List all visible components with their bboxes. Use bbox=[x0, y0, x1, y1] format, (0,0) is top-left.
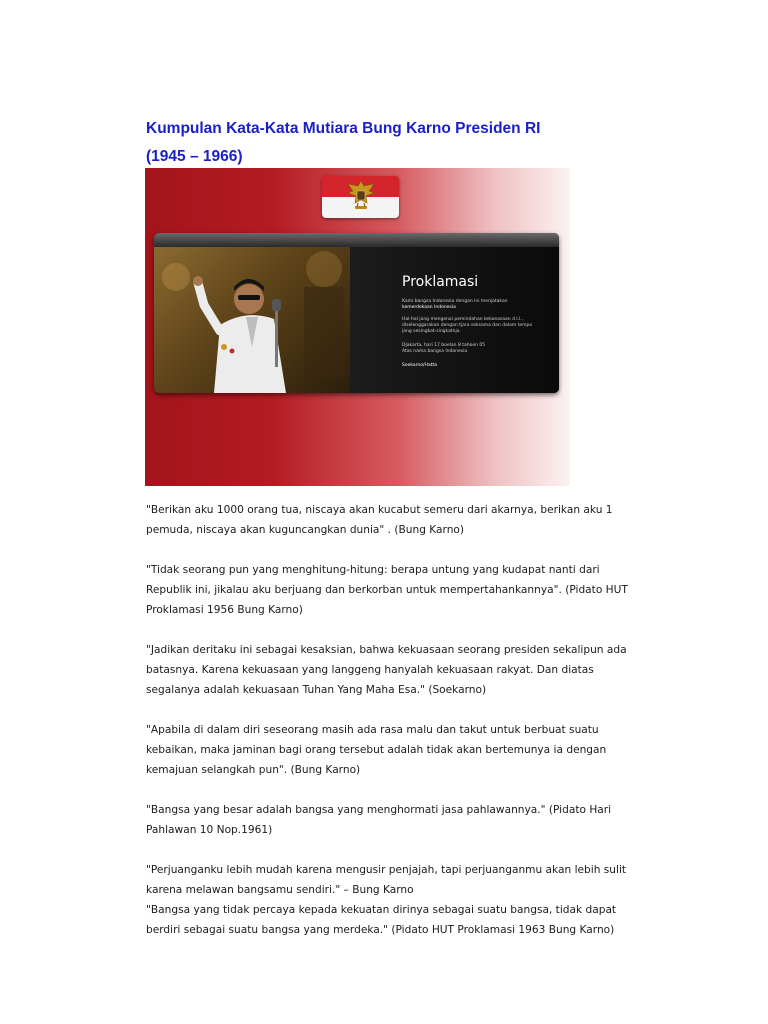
quote-line: karena melawan bangsamu sendiri." – Bung Karno bbox=[146, 884, 414, 896]
quote-line: segalanya adalah kekuasaan Tuhan Yang Maha Esa." (Soekarno) bbox=[146, 684, 487, 696]
quote-paragraph-3 bbox=[146, 640, 658, 700]
quote-paragraph-1 bbox=[146, 500, 658, 540]
panel-signature: Soekarno/Hatta bbox=[402, 363, 437, 368]
speaker-illustration bbox=[154, 247, 350, 393]
quote-line: "Apabila di dalam diri seseorang masih ada rasa malu dan takut untuk berbuat suatu bbox=[146, 724, 599, 736]
proklamasi-text-area bbox=[350, 247, 559, 393]
quote-line: batasnya. Karena kekuasaan yang langgeng hanyalah kekuasaan rakyat. Dan diatas bbox=[146, 664, 594, 676]
quote-line: "Berikan aku 1000 orang tua, niscaya akan kucabut semeru dari akarnya, berikan aku 1 bbox=[146, 504, 613, 516]
panel-text-line: Hal-hal jang mengenai pemindahan kekoeasaan d.l.l., bbox=[402, 317, 524, 322]
panel-text-line: Djakarta, hari 17 boelan 8 tahoen 05 bbox=[402, 343, 486, 348]
panel-topbar bbox=[154, 233, 559, 247]
panel-text-line: Kami bangsa Indonesia dengan ini menjatakan bbox=[402, 299, 508, 304]
quote-line: "Perjuanganku lebih mudah karena mengusir penjajah, tapi perjuanganmu akan lebih sulit bbox=[146, 864, 627, 876]
quote-paragraph-5 bbox=[146, 800, 658, 840]
quote-paragraph-4 bbox=[146, 720, 658, 780]
panel-text-line: jang sesingkat-singkatnja. bbox=[402, 329, 461, 334]
quote-line: kebaikan, maka jaminan bagi orang tersebut adalah tidak akan bertemunya ia dengan bbox=[146, 744, 607, 756]
panel-title: Proklamasi bbox=[402, 274, 479, 290]
panel-text-line: diselenggarakan dengan tjara seksama dan dalam tempo bbox=[402, 323, 533, 328]
quote-paragraph-6 bbox=[146, 860, 658, 940]
proklamasi-banner-image bbox=[145, 168, 570, 486]
garuda-emblem-icon bbox=[347, 179, 375, 215]
quote-line: "Bangsa yang tidak percaya kepada kekuatan dirinya sebagai suatu bangsa, tidak dapat bbox=[146, 904, 617, 916]
proklamasi-panel bbox=[154, 233, 559, 393]
quote-line: kemajuan selangkah pun". (Bung Karno) bbox=[146, 764, 361, 776]
quote-line: pemuda, niscaya akan kuguncangkan dunia" . (Bung Karno) bbox=[146, 524, 465, 536]
quote-line: "Tidak seorang pun yang menghitung-hitung: berapa untung yang kudapat nanti dari bbox=[146, 564, 600, 576]
panel-text-line: Atas nama bangsa Indonesia bbox=[402, 349, 468, 354]
panel-text-line: kemerdekaan Indonesia bbox=[402, 305, 456, 310]
quote-line: Pahlawan 10 Nop.1961) bbox=[146, 824, 273, 836]
speaker-photo bbox=[154, 247, 350, 393]
page-subtitle-years: (1945 – 1966) bbox=[146, 148, 243, 165]
quote-line: berdiri sebagai suatu bangsa yang merdeka." (Pidato HUT Proklamasi 1963 Bung Karno) bbox=[146, 924, 615, 936]
quote-line: Proklamasi 1956 Bung Karno) bbox=[146, 604, 303, 616]
indonesian-flag-emblem bbox=[322, 176, 399, 218]
quote-line: "Jadikan deritaku ini sebagai kesaksian, bahwa kekuasaan seorang presiden sekalipun ada bbox=[146, 644, 627, 656]
quote-line: "Bangsa yang besar adalah bangsa yang menghormati jasa pahlawannya." (Pidato Hari bbox=[146, 804, 612, 816]
quote-paragraph-2 bbox=[146, 560, 658, 620]
page-title: Kumpulan Kata-Kata Mutiara Bung Karno Presiden RI bbox=[146, 120, 541, 137]
quote-line: Republik ini, jikalau aku berjuang dan berkorban untuk mempertahankannya". (Pidato HUT bbox=[146, 584, 628, 596]
